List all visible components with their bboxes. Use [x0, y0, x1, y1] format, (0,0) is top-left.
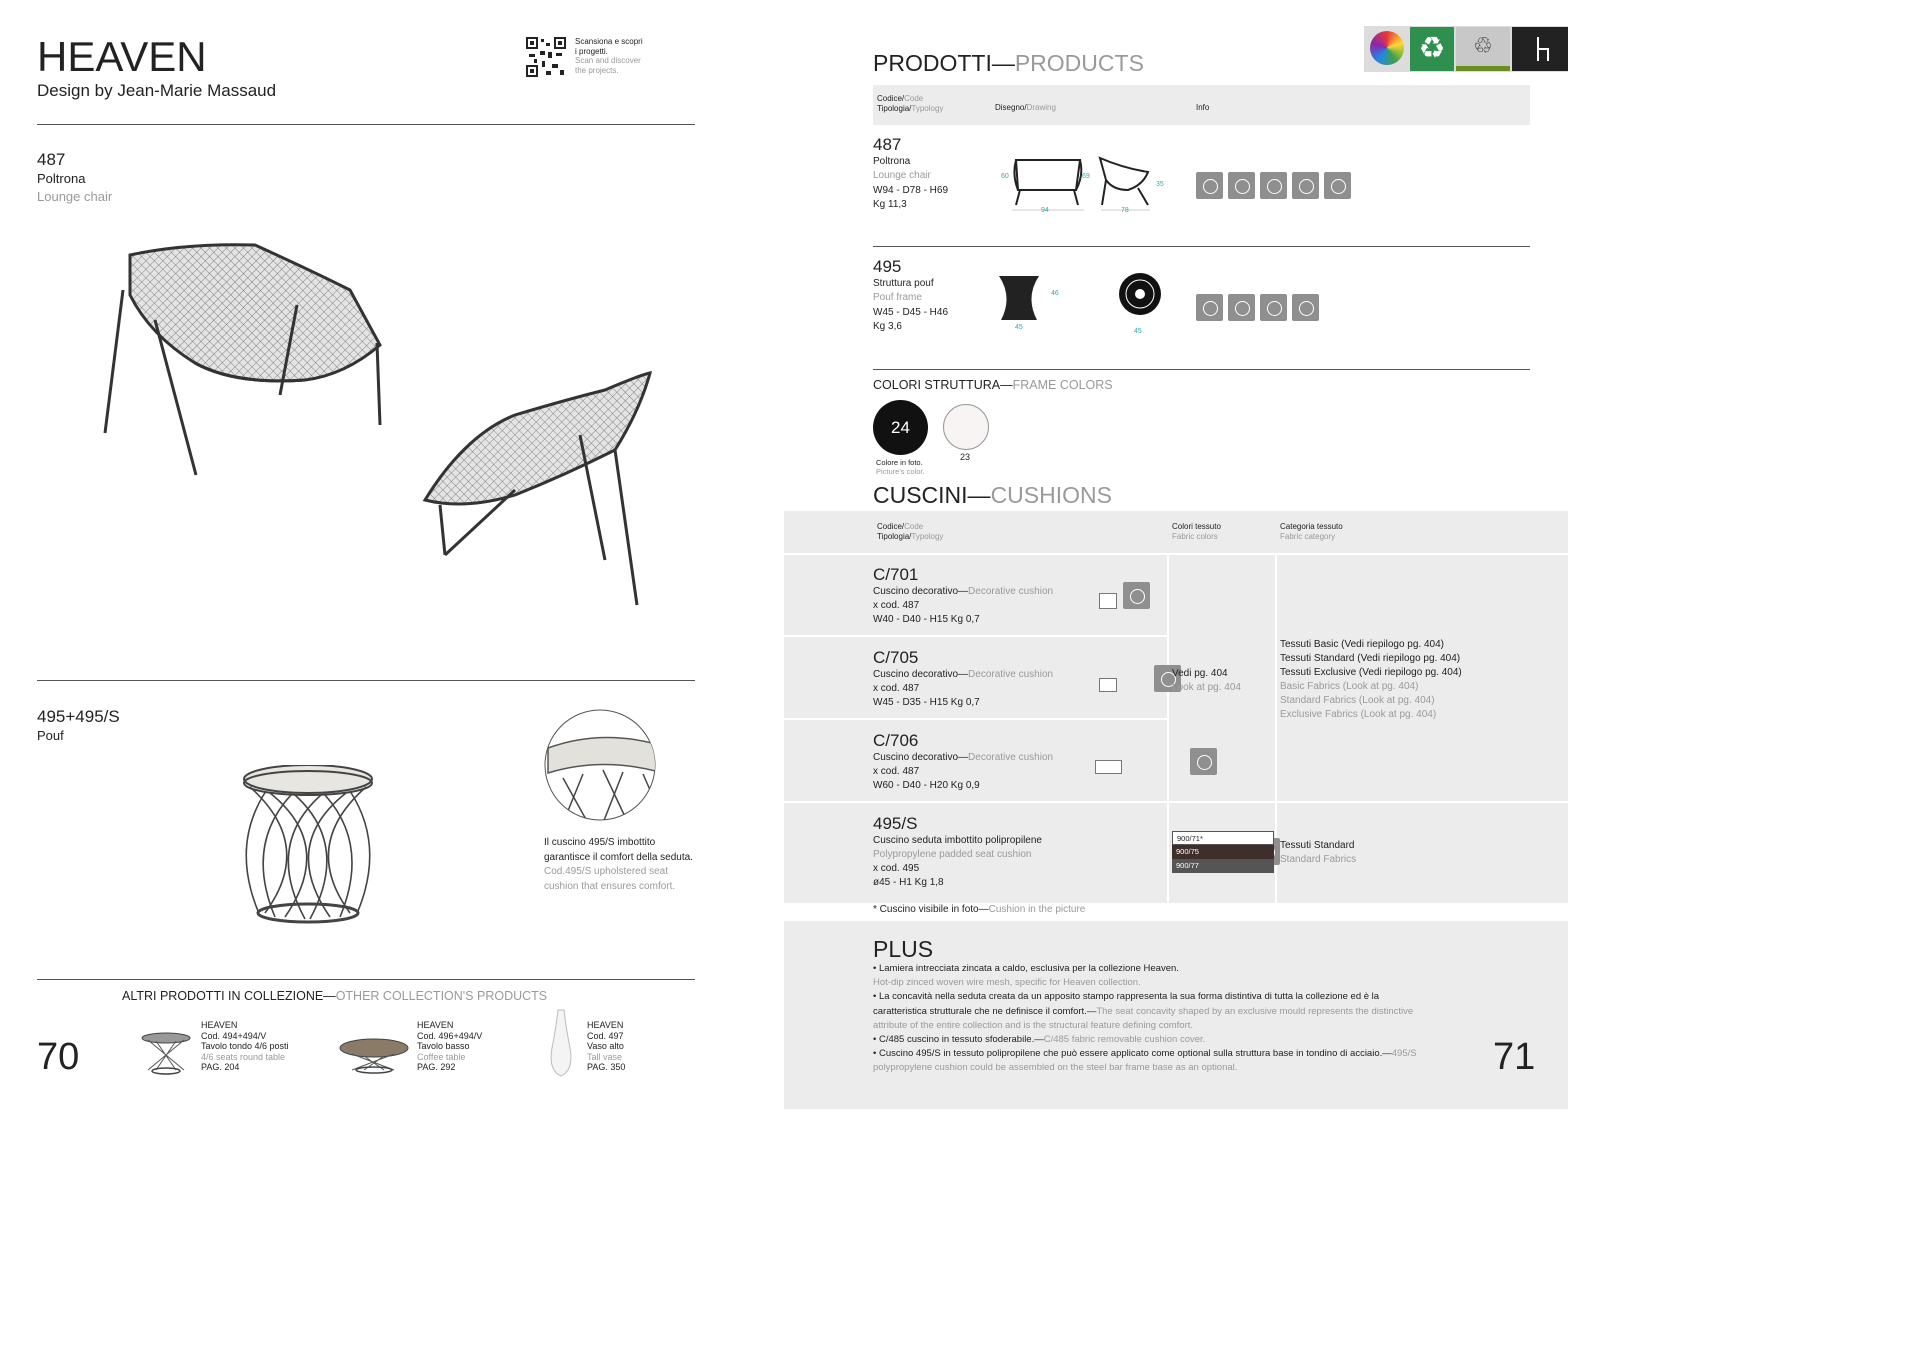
qr-text-en-1: Scan and discover: [575, 56, 641, 65]
frame-colors-title: COLORI STRUTTURA—: [873, 378, 1013, 392]
other-name-en: Coffee table: [417, 1051, 466, 1062]
frame-color-swatch[interactable]: [873, 400, 928, 455]
weight-icon: [1260, 172, 1287, 199]
chair-front-drawing: [998, 150, 1170, 218]
dim-label: 78: [1121, 207, 1129, 214]
pp-fabric-category: Tessuti Standard: [1280, 840, 1355, 851]
cushion-dims: W45 - D35 - H15 Kg 0,7: [873, 697, 980, 708]
product-code: 495: [873, 257, 902, 276]
qr-text-it-1: Scansiona e scopri: [575, 37, 643, 46]
coffee-table-thumbnail[interactable]: [338, 1036, 410, 1074]
recycle-icon: ♻: [1410, 27, 1454, 71]
cushion-name-it: Cuscino decorativo—: [873, 752, 969, 763]
pouf-photo: [240, 765, 380, 930]
pouf-drawing: [995, 272, 1165, 330]
other-code: Cod. 494+494/V: [201, 1030, 267, 1041]
product-dims: W45 - D45 - H46: [873, 306, 949, 318]
product-name-en: Lounge chair: [873, 170, 931, 182]
cushion-shape-icon: [1099, 678, 1117, 692]
other-page: PAG. 292: [417, 1062, 456, 1072]
qr-code-icon[interactable]: [526, 37, 566, 77]
cushion-name-it: Cuscino decorativo—: [873, 669, 969, 680]
header-info: Info: [1196, 103, 1210, 112]
divider: [37, 124, 695, 125]
weight-icon: [1260, 294, 1287, 321]
stackable-icon: [1324, 172, 1351, 199]
page-title: HEAVEN: [37, 33, 207, 80]
plus-item: • C/485 cuscino in tessuto sfoderabile.—: [873, 1034, 1044, 1046]
divider: [873, 246, 1530, 247]
other-brand: HEAVEN: [587, 1020, 624, 1030]
product-code: 487: [873, 135, 902, 154]
frame-color-swatch[interactable]: [943, 404, 989, 450]
cushion-name-it: Cuscino decorativo—: [873, 586, 969, 597]
cushion-dims: W60 - D40 - H20 Kg 0,9: [873, 780, 980, 791]
plus-item-en: The seat concavity shaped by an exclusive mould represents the distinctive attribute of the entire collection and is the structural feature defining comfort.: [873, 1005, 1414, 1031]
fabric-category-line-en: Exclusive Fabrics (Look at pg. 404): [1280, 709, 1437, 720]
weather-icon: [1190, 748, 1217, 775]
cushion-detail-photo: [543, 708, 658, 823]
steel-recycle-icon: ♲: [1456, 27, 1510, 71]
divider: [873, 369, 1530, 370]
cushion-note-it: garantisce il comfort della seduta.: [544, 851, 693, 863]
header-fabric-category-en: Fabric category: [1280, 532, 1336, 541]
see-page-note: Vedi pg. 404: [1172, 668, 1228, 679]
header-fabric-category: Categoria tessuto: [1280, 522, 1343, 531]
cushions-title: CUSCINI—: [873, 482, 991, 508]
picture-color-note: Colore in foto.: [876, 458, 923, 467]
fabric-category-line: Tessuti Basic (Vedi riepilogo pg. 404): [1280, 639, 1444, 650]
other-products-title-en: OTHER COLLECTION'S PRODUCTS: [335, 989, 548, 1003]
pp-color-list: [1172, 831, 1274, 873]
cushion-note-en: cushion that ensures comfort.: [544, 880, 676, 892]
fabric-category-line-en: Standard Fabrics (Look at pg. 404): [1280, 695, 1435, 706]
color-wheel-icon: [1370, 31, 1404, 65]
cushion-row: [873, 648, 1053, 710]
plus-item-en: Hot-dip zinced woven wire mesh, specific for Heaven collection.: [873, 977, 1141, 989]
cushion-shape-icon: [1095, 760, 1122, 774]
dim-label: 69: [1082, 173, 1090, 180]
header-code: Codice/: [877, 522, 905, 531]
footnote-en: Cushion in the picture: [988, 904, 1086, 915]
product-name-en: Lounge chair: [37, 189, 113, 204]
frame-colors-title-en: FRAME COLORS: [1012, 378, 1113, 392]
header-fabric-colors-en: Fabric colors: [1172, 532, 1218, 541]
lounge-chair-photo: [95, 235, 715, 615]
plus-item-en: C/485 fabric removable cushion cover.: [1043, 1034, 1206, 1046]
other-brand: HEAVEN: [417, 1020, 454, 1030]
product-code: 495+495/S: [37, 707, 120, 726]
plus-title: PLUS: [873, 936, 934, 962]
cushion-name-en: Polypropylene padded seat cushion: [873, 849, 1032, 860]
qr-text-en-2: the projects.: [575, 65, 619, 75]
other-products-title: ALTRI PRODOTTI IN COLLEZIONE—: [122, 989, 336, 1003]
dim-label: 60: [1001, 173, 1009, 180]
products-title-en: PRODUCTS: [1014, 50, 1144, 76]
cushion-code: C/706: [873, 731, 919, 750]
qr-text-it-2: i progetti.: [575, 46, 608, 56]
divider: [37, 979, 695, 980]
product-name-it: Pouf: [37, 728, 64, 743]
cushion-note-it: Il cuscino 495/S imbottito: [544, 837, 656, 848]
header-type: Tipologia/: [877, 104, 912, 113]
cushion-for: x cod. 487: [873, 600, 920, 611]
other-page: PAG. 350: [587, 1062, 626, 1072]
cushion-icon: [1196, 172, 1223, 199]
product-name-it: Poltrona: [37, 171, 86, 186]
other-name-en: Tall vase: [587, 1051, 623, 1062]
header-fabric-colors: Colori tessuto: [1172, 522, 1221, 531]
dim-label: 46: [1051, 290, 1059, 297]
cushion-name-en: Decorative cushion: [968, 752, 1054, 763]
plus-item: • La concavità nella seduta creata da un apposito stampo rappresenta la sua forma distintiva di tutta la collezione ed è la caratteristica strutturale che ne definisce il comfort.—: [873, 991, 1380, 1017]
other-name-it: Vaso alto: [587, 1041, 624, 1051]
cushion-row: [873, 814, 1042, 890]
cushions-title-en: CUSHIONS: [990, 482, 1112, 508]
plus-item: • Cuscino 495/S in tessuto polipropilene che può essere applicato come optional sulla struttura base in tondino di acciaio.—: [873, 1048, 1392, 1060]
cushion-cover-icon: [1228, 294, 1255, 321]
dim-label: 35: [1156, 181, 1164, 188]
page-number: 71: [1493, 1036, 1536, 1078]
cushion-shape-icon: [1099, 593, 1117, 609]
header-code-en: Code: [904, 522, 924, 531]
cushion-dims: W40 - D40 - H15 Kg 0,7: [873, 614, 980, 625]
cushion-code: C/705: [873, 648, 919, 667]
other-name-it: Tavolo basso: [417, 1041, 470, 1051]
cushion-code: 495/S: [873, 814, 918, 833]
other-code: Cod. 497: [587, 1030, 624, 1041]
picture-color-note-en: Picture's color.: [876, 467, 925, 476]
cushion-dims: ø45 - H1 Kg 1,8: [873, 877, 944, 888]
product-weight: Kg 3,6: [873, 320, 902, 332]
pp-color-swatch[interactable]: 900/77: [1172, 859, 1274, 873]
frame-color-code: 23: [960, 452, 971, 462]
product-name-it: Poltrona: [873, 156, 911, 167]
dim-label: 45: [1134, 328, 1142, 335]
cushion-icon: [1196, 294, 1223, 321]
other-code: Cod. 496+494/V: [417, 1030, 483, 1041]
cushion-name-en: Decorative cushion: [968, 669, 1054, 680]
weather-icon: [1292, 172, 1319, 199]
header-code: Codice/: [877, 94, 905, 103]
cushion-row: [873, 565, 1053, 627]
cushion-for: x cod. 495: [873, 863, 920, 874]
frame-color-code: 24: [891, 418, 910, 437]
other-name-en: 4/6 seats round table: [201, 1051, 286, 1062]
fabric-category-line: Tessuti Exclusive (Vedi riepilogo pg. 404): [1280, 667, 1462, 678]
header-code-en: Code: [904, 94, 924, 103]
see-page-note-en: Look at pg. 404: [1172, 682, 1241, 693]
fabric-category-line: Tessuti Standard (Vedi riepilogo pg. 404): [1280, 653, 1461, 664]
cushion-note-en: Cod.495/S upholstered seat: [544, 866, 668, 877]
cushion-cover-icon: [1228, 172, 1255, 199]
other-brand: HEAVEN: [201, 1020, 238, 1030]
products-title: PRODOTTI—: [873, 50, 1015, 76]
other-page: PAG. 204: [201, 1062, 240, 1072]
cushion-code: C/701: [873, 565, 919, 584]
product-dims: W94 - D78 - H69: [873, 184, 949, 196]
dim-label: 94: [1041, 207, 1049, 214]
chair-icon: [1512, 27, 1568, 71]
page-number: 70: [37, 1036, 80, 1078]
pp-color-swatch[interactable]: 900/71*: [1172, 831, 1274, 845]
designer: Design by Jean-Marie Massaud: [37, 81, 277, 100]
product-code: 487: [37, 150, 66, 169]
cushion-for: x cod. 487: [873, 683, 920, 694]
cushion-for: x cod. 487: [873, 766, 920, 777]
cushion-row: [873, 731, 1053, 793]
header-type: Tipologia/: [877, 532, 912, 541]
round-table-thumbnail[interactable]: [140, 1030, 192, 1076]
fabric-category-line-en: Basic Fabrics (Look at pg. 404): [1280, 681, 1419, 692]
header-drawing: Disegno/: [995, 103, 1027, 112]
header-type-en: Typology: [911, 532, 944, 541]
weather-icon: [1123, 582, 1150, 609]
tall-vase-thumbnail[interactable]: [546, 1008, 576, 1078]
product-name-it: Struttura pouf: [873, 278, 934, 289]
footnote: * Cuscino visibile in foto—: [873, 904, 989, 915]
header-type-en: Typology: [911, 104, 944, 113]
cushion-name-en: Decorative cushion: [968, 586, 1054, 597]
product-name-en: Pouf frame: [873, 292, 922, 304]
other-name-it: Tavolo tondo 4/6 posti: [201, 1041, 289, 1051]
pp-color-swatch[interactable]: 900/75: [1172, 845, 1274, 859]
plus-item-en: 495/S polypropylene cushion could be assembled on the steel bar frame base as an optional.: [873, 1048, 1417, 1074]
header-drawing-en: Drawing: [1026, 103, 1056, 112]
weather-icon: [1292, 294, 1319, 321]
cushion-name-it: Cuscino seduta imbottito polipropilene: [873, 835, 1042, 846]
plus-item: • Lamiera intrecciata zincata a caldo, esclusiva per la collezione Heaven.: [873, 963, 1179, 974]
dim-label: 45: [1015, 324, 1023, 331]
pp-fabric-category-en: Standard Fabrics: [1280, 854, 1357, 865]
divider: [37, 680, 695, 681]
product-weight: Kg 11,3: [873, 198, 907, 210]
